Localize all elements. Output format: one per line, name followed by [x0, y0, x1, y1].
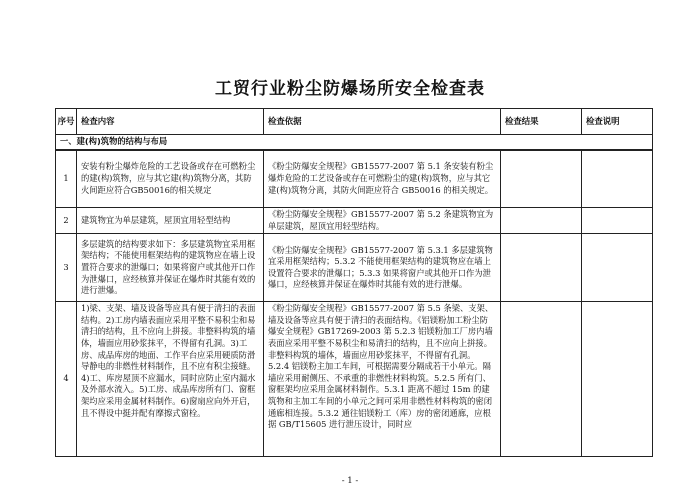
table-row	[56, 150, 653, 208]
row-content: 安装有粉尘爆炸危险的工艺设备或存在可燃粉尘的建(构)筑物，应与其它建(构)筑物分离，其防火间距应符合GB50016的相关规定	[77, 150, 264, 208]
row-note[interactable]	[582, 234, 653, 302]
header-content: 检查内容	[77, 109, 264, 135]
row-result[interactable]	[501, 150, 582, 208]
header-result: 检查结果	[501, 109, 582, 135]
row-basis: 《粉尘防爆安全规程》GB15577-2007 第 5.3.1 多层建筑物宜采用框架结构；5.3.2 不能使用框架结构的建筑物应在墙上设置符合要求的泄爆口；5.3.3 如果将窗户或其他开口作为泄爆口，应经核算并保证在爆炸时其能有效的进行泄爆。	[264, 234, 501, 302]
row-basis: 《粉尘防爆安全规程》GB15577-2007 第 5.5 条梁、支架、墙及设备等应具有便于清扫的表面结构。《铝镁粉加工粉尘防爆安全规程》GB17269-2003 第 5.2.3 铝镁粉加工厂房内墙表面应采用平整不易积尘和易清扫的结构，且不应向上拼接。非整料构筑的墙体，墙面应用砂浆抹平，不得留有孔洞。5.2.4 铝镁粉主加工车间，可根据需要分隔成若干小单元。隔墙应采用耐侧压、不承重的非燃性材料构筑。5.2.5 所有门、窗框架均应采用金属材料制作。5.3.1 距离不超过 15m 的建筑物和主加工车间的小单元之间可采用非燃性材料构筑的密闭通廊相连接。5.3.2 通往铝镁粉工（库）房的密闭通廊，应根据 GB/T15605 进行泄压设计，同时应	[268, 303, 494, 430]
row-no: 2	[56, 208, 77, 234]
row-result[interactable]	[501, 208, 582, 234]
row-basis: 《粉尘防爆安全规程》GB15577-2007 第 5.2 条建筑物宜为单层建筑，屋顶宜用轻型结构。	[264, 208, 501, 234]
checklist-table	[55, 108, 653, 457]
row-content: 多层建筑的结构要求如下：多层建筑物宜采用框架结构；不能使用框架结构的建筑物应在墙上设置符合要求的泄爆口；如果将窗户或其他开口作为泄爆口，应经核算并保证在爆炸时其能有效的进行泄爆。	[77, 234, 264, 302]
row-result[interactable]	[501, 302, 582, 457]
section-row	[56, 135, 653, 150]
row-basis: 《粉尘防爆安全规程》GB15577-2007 第 5.1 条安装有粉尘爆炸危险的工艺设备或存在可燃粉尘的建(构)筑物，应与其它建(构)筑物分离，其防火间距应符合 GB50016 的相关规定。	[264, 150, 501, 208]
row-note[interactable]	[582, 208, 653, 234]
row-content-cell	[77, 302, 264, 457]
header-no: 序号	[56, 109, 77, 135]
document-title: 工贸行业粉尘防爆场所安全检查表	[215, 79, 485, 99]
row-content: 建筑物宜为单层建筑，屋顶宜用轻型结构	[77, 208, 264, 234]
row-no: 3	[56, 234, 77, 302]
page-number: - 1 -	[341, 476, 359, 486]
row-note[interactable]	[582, 302, 653, 457]
row-note[interactable]	[582, 150, 653, 208]
row-no: 1	[56, 150, 77, 208]
header-row	[56, 109, 653, 135]
table-row	[56, 234, 653, 302]
table-row	[56, 302, 653, 457]
header-note: 检查说明	[582, 109, 653, 135]
header-basis: 检查依据	[264, 109, 501, 135]
row-no: 4	[56, 302, 77, 457]
row-result[interactable]	[501, 234, 582, 302]
row-basis-cell	[264, 302, 501, 457]
table-row	[56, 208, 653, 234]
row-content: 1)梁、支架、墙及设备等应具有便于清扫的表面结构。2)工房内墙表面应采用平整不易积尘和易清扫的结构，且不应向上拼接。非整料构筑的墙体，墙面应用砂浆抹平，不得留有孔洞。3)工房、成品库房的地面、工作平台应采用硬质防滑导静电的非燃性材料制作，且不应有积尘接缝。4)工、库房屋顶不应漏水，同时应防止室内漏水及外部水流入。5)工房、成品库房所有门、窗框架均应采用金属材料制作。6)窗扇应向外开启，且不得设中挺并配有摩擦式窗栓。	[81, 303, 256, 418]
section-title: 一、建(构)筑物的结构与布局	[56, 135, 653, 150]
